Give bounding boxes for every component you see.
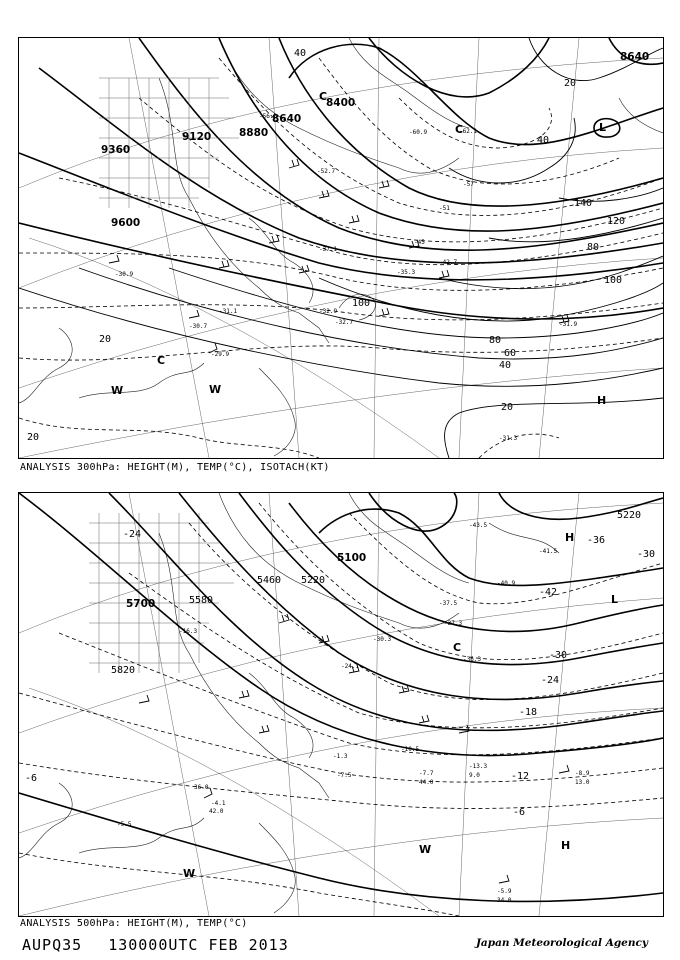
temp-label: -31.3 — [499, 435, 518, 442]
valid-time: 130000UTC FEB 2013 — [108, 936, 289, 954]
height-label-9120: 9120 — [182, 131, 212, 143]
station-label: 9.0 — [469, 772, 480, 779]
temp-label: -35.3 — [397, 269, 416, 276]
station-label: -43.5 — [469, 522, 488, 529]
panel-300-caption: ANALYSIS 300hPa: HEIGHT(M), TEMP(°C), ISOTACH(KT) — [20, 462, 330, 473]
station-label: -36.3 — [463, 656, 482, 663]
station-label: -1.3 — [333, 753, 348, 760]
station-label: 42.0 — [209, 808, 224, 815]
height-label-8400: 8400 — [326, 97, 356, 109]
temp-iso-label: -24 — [123, 529, 142, 540]
height-label-9360: 9360 — [101, 144, 131, 156]
station-label: -30.3 — [373, 636, 392, 643]
temp-iso-label: -12 — [511, 771, 530, 782]
isotach-label-20-ne: 20 — [564, 78, 577, 89]
station-label: -4.1 — [211, 800, 226, 807]
station-label: -5.9 — [497, 888, 512, 895]
temp-label: -57 — [463, 181, 474, 188]
chart-code: AUPQ35 — [22, 936, 83, 954]
temp-iso-label: -30 — [549, 650, 568, 661]
temp-iso-label: -42 — [539, 587, 558, 598]
station-label: -37.5 — [439, 600, 458, 607]
temp-iso-label: -30 — [637, 549, 656, 560]
temp-label: -30.7 — [189, 323, 208, 330]
temp-label: -37.1 — [319, 246, 338, 253]
isotach-label-20: 20 — [501, 402, 514, 413]
isotach-label-80: 80 — [489, 335, 502, 346]
height-label-8640: 8640 — [272, 113, 302, 125]
station-label: -16.3 — [179, 628, 198, 635]
station-label: -41.5 — [539, 548, 558, 555]
warm-center-symbol: W — [419, 843, 432, 856]
isotach-label-20-w: 20 — [99, 334, 112, 345]
isotach-label-100-e: 100 — [604, 275, 623, 286]
cold-center-symbol: C — [455, 123, 464, 136]
station-label: 34.0 — [497, 897, 512, 904]
warm-center-symbol: W — [183, 867, 196, 880]
cold-center-symbol: C — [453, 641, 462, 654]
map-500hpa-svg — [19, 493, 663, 916]
high-center-symbol: H — [565, 531, 575, 544]
hatch-region — [89, 513, 234, 673]
cold-center-symbol: C — [319, 90, 328, 103]
height-label-5700: 5700 — [126, 598, 156, 610]
warm-center-symbol: W — [111, 384, 124, 397]
temp-iso-label: -36 — [587, 535, 606, 546]
low-center-symbol: L — [611, 593, 619, 606]
low-center-symbol: L — [599, 121, 607, 134]
height-label-5820: 5820 — [111, 665, 136, 676]
station-label: 44.0 — [419, 779, 434, 786]
station-label: -10.5 — [401, 746, 420, 753]
station-label: 36.0 — [194, 784, 209, 791]
temp-label: -42.7 — [439, 259, 458, 266]
temp-label: -29.9 — [211, 351, 230, 358]
station-label: -24.1 — [341, 663, 360, 670]
isotach-label-40-n: 40 — [537, 135, 550, 146]
temp-label: -45 — [414, 239, 425, 246]
panel-500-caption: ANALYSIS 500hPa: HEIGHT(M), TEMP(°C) — [20, 918, 248, 929]
isotach-label-140: 140 — [574, 198, 593, 209]
height-label-5580: 5580 — [189, 595, 214, 606]
temp-label: -31.1 — [219, 308, 238, 315]
temp-label: -62.1 — [459, 128, 478, 135]
isotach-label-80-e: 80 — [587, 242, 600, 253]
height-label-8880: 8880 — [239, 127, 269, 139]
station-label: -5.5 — [117, 821, 132, 828]
coastlines — [19, 493, 559, 913]
height-label-5460: 5460 — [257, 575, 282, 586]
isotach-label-20-sw: 20 — [27, 432, 40, 443]
temp-label: -32.7 — [335, 319, 354, 326]
temp-label: -60.9 — [409, 129, 428, 136]
temp-iso-label: -6 — [25, 773, 38, 784]
height-label-8640-ne: 8640 — [620, 51, 650, 63]
temp-iso-label: -24 — [541, 675, 560, 686]
temp-label: -30.9 — [115, 271, 134, 278]
high-center-symbol: H — [561, 839, 571, 852]
temp-iso-label: -18 — [519, 707, 538, 718]
station-label: -40.9 — [497, 580, 516, 587]
isotach-label-40-n2: 40 — [294, 48, 307, 59]
isotach-label-60: 60 — [504, 348, 517, 359]
temp-label: -32.9 — [319, 308, 338, 315]
height-label-5220: 5220 — [301, 575, 326, 586]
isotach-label-120: 120 — [607, 216, 626, 227]
height-label-9600: 9600 — [111, 217, 141, 229]
station-label: 13.0 — [575, 779, 590, 786]
wind-barbs — [139, 614, 569, 883]
isotach-label-100: 100 — [352, 298, 371, 309]
map-300hpa-svg — [19, 38, 663, 458]
temp-label: -31.9 — [559, 321, 578, 328]
height-label-5100: 5100 — [337, 552, 367, 564]
chart-footer-id — [22, 936, 315, 954]
temp-iso-label: -6 — [513, 807, 526, 818]
cold-center-symbol: C — [157, 354, 166, 367]
high-center-symbol: H — [597, 394, 607, 407]
temperature-contours — [19, 503, 663, 916]
warm-center-symbol: W — [209, 383, 222, 396]
station-label: -7.7 — [419, 770, 434, 777]
station-label: -13.3 — [469, 763, 488, 770]
temp-label: -51 — [439, 205, 450, 212]
station-label: -7.5 — [337, 772, 352, 779]
station-label: -8.9 — [575, 770, 590, 777]
temp-label: -52.7 — [317, 168, 336, 175]
agency-name: Japan Meteorological Agency — [475, 937, 648, 949]
station-label: -37.3 — [444, 620, 463, 627]
height-label-5220-ne: 5220 — [617, 510, 642, 521]
map-panel-500hpa — [18, 492, 664, 917]
temp-label: -56.3 — [259, 113, 278, 120]
hatch-region — [99, 78, 239, 208]
map-panel-300hpa — [18, 37, 664, 459]
isotach-label-40: 40 — [499, 360, 512, 371]
